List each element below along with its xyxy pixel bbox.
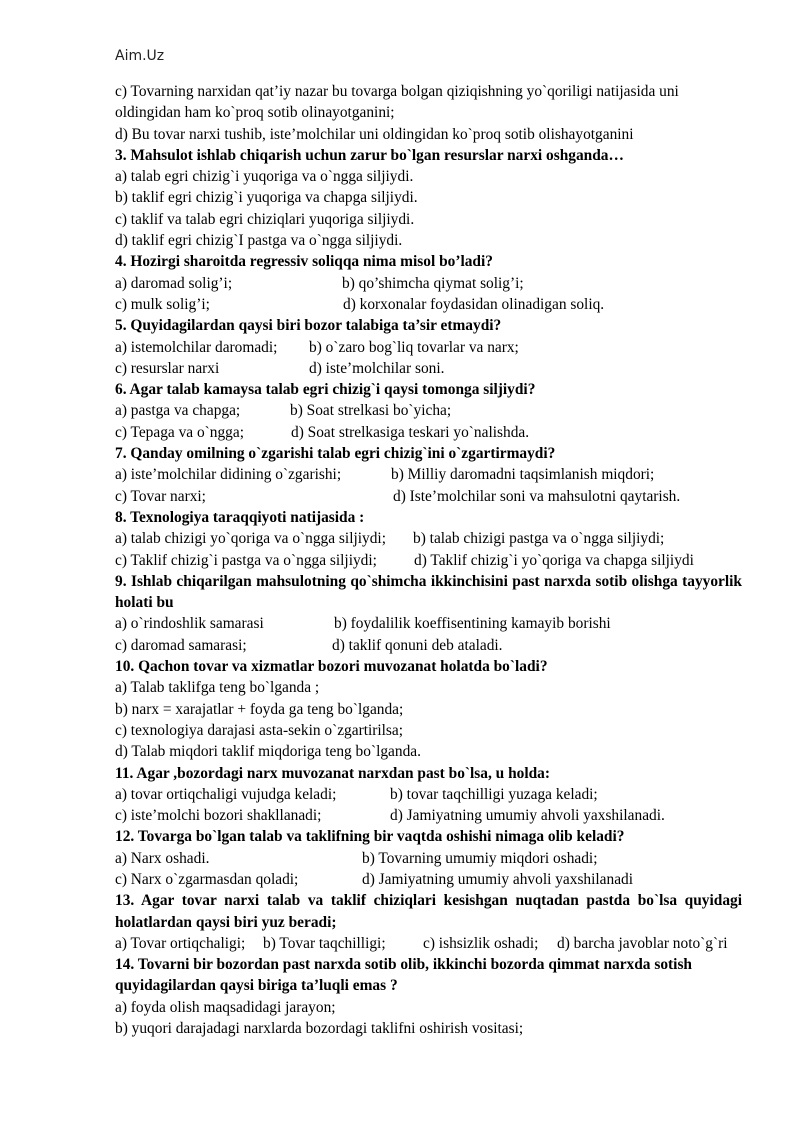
option-row <box>115 613 742 634</box>
option: c) iste’molchi bozori shakllanadi; <box>115 807 322 825</box>
option: a) iste’molchilar didining o`zgarishi; <box>115 466 342 484</box>
option-row <box>115 528 742 549</box>
option: c) Narx o`zgarmasdan qoladi; <box>115 870 299 888</box>
option: a) talab chizigi yo`qoriga va o`ngga siljiydi; <box>115 530 386 548</box>
question-3: 3. Mahsulot ishlab chiqarish uchun zarur bo`lgan resurslar narxi oshganda… <box>115 146 624 164</box>
question-7: 7. Qanday omilning o`zgarishi talab egri chizig`ini o`zgartirmaydi? <box>115 445 556 463</box>
answer-line: c) Tovarning narxidan qat’iy nazar bu tovarga bolgan qiziqishning yo`qoriligi natijasida uni <box>115 83 679 100</box>
option-row <box>115 294 742 315</box>
site-header: Aim.Uz <box>115 48 165 64</box>
question-13: 13. Agar tovar narxi talab va taklif chiziqlari kesishgan nuqtadan pastda bo`lsa quyidagi holatlardan qaysi biri yuz beradi; <box>115 892 742 931</box>
question-4: 4. Hozirgi sharoitda regressiv soliqqa nima misol bo’ladi? <box>115 253 493 271</box>
option: b) talab chizigi pastga va o`ngga siljiydi; <box>413 530 665 548</box>
option: d) taklif qonuni deb ataladi. <box>332 636 503 654</box>
option: a) daromad solig’i; <box>115 274 233 292</box>
option: d) taklif egri chizig`I pastga va o`ngga siljiydi. <box>115 232 403 250</box>
option: b) Tovarning umumiy miqdori oshadi; <box>362 849 598 867</box>
option-row <box>115 848 742 869</box>
option: c) Taklif chizig`i pastga va o`ngga siljiydi; <box>115 551 377 569</box>
option-row <box>115 635 742 656</box>
option: d) Iste’molchilar soni va mahsulotni qaytarish. <box>393 487 681 505</box>
question-8: 8. Texnologiya taraqqiyoti natijasida : <box>115 508 365 526</box>
option-row <box>115 358 742 379</box>
option: a) foyda olish maqsadidagi jarayon; <box>115 998 336 1016</box>
answer-line: d) Bu tovar narxi tushib, iste’molchilar uni oldingidan ko`proq sotib olishayotganini <box>115 125 634 143</box>
option: d) Taklif chizig`i yo`qoriga va chapga siljiydi <box>414 551 694 569</box>
question-9: 9. Ishlab chiqarilgan mahsulotning qo`shimcha ikkinchisini past narxda sotib olishga tayyorlik holati bu <box>115 572 742 612</box>
option: b) Soat strelkasi bo`yicha; <box>290 402 452 420</box>
answer-line: oldingidan ham ko`proq sotib olinayotganini; <box>115 104 395 122</box>
option-row <box>115 550 742 571</box>
option: d) barcha javoblar noto`g`ri <box>557 934 728 952</box>
option-row <box>115 933 742 954</box>
question-10: 10. Qachon tovar va xizmatlar bozori muvozanat holatda bo`ladi? <box>115 658 548 676</box>
question-14: 14. Tovarni bir bozordan past narxda sotib olib, ikkinchi bozorda qimmat narxda sotish quyidagilardan qaysi biriga ta’luqli emas ? <box>115 956 692 995</box>
option: b) narx = xarajatlar + foyda ga teng bo`lganda; <box>115 700 404 718</box>
option-row <box>115 869 742 890</box>
option: c) texnologiya darajasi asta-sekin o`zgartirilsa; <box>115 721 404 739</box>
option-row <box>115 464 742 485</box>
option: b) tovar taqchilligi yuzaga keladi; <box>390 785 598 803</box>
option: b) Tovar taqchilligi; <box>263 934 386 952</box>
option: a) o`rindoshlik samarasi <box>115 615 264 633</box>
option: d) korxonalar foydasidan olinadigan soliq. <box>343 295 605 313</box>
option: b) taklif egri chizig`i yuqoriga va chapga siljiydi. <box>115 189 418 207</box>
option: c) resurslar narxi <box>115 359 220 377</box>
option: c) taklif va talab egri chiziqlari yuqoriga siljiydi. <box>115 210 415 228</box>
option: b) foydalilik koeffisentining kamayib borishi <box>334 615 611 633</box>
question-5: 5. Quyidagilardan qaysi biri bozor talabiga ta’sir etmaydi? <box>115 317 502 335</box>
option: b) o`zaro bog`liq tovarlar va narx; <box>309 338 519 356</box>
option: d) Talab miqdori taklif miqdoriga teng bo`lganda. <box>115 743 421 761</box>
option-row <box>115 422 742 443</box>
option: a) tovar ortiqchaligi vujudga keladi; <box>115 785 337 803</box>
option: a) Narx oshadi. <box>115 849 210 867</box>
question-11: 11. Agar ,bozordagi narx muvozanat narxdan past bo`lsa, u holda: <box>115 764 550 782</box>
option-row <box>115 805 742 826</box>
option-row <box>115 486 742 507</box>
option: c) ishsizlik oshadi; <box>423 934 539 952</box>
option: d) Jamiyatning umumiy ahvoli yaxshilanadi <box>362 870 634 888</box>
option: c) daromad samarasi; <box>115 636 247 654</box>
option: d) Soat strelkasiga teskari yo`nalishda. <box>291 423 530 441</box>
question-6: 6. Agar talab kamaysa talab egri chizig`i qaysi tomonga siljiydi? <box>115 381 536 399</box>
option: a) talab egri chizig`i yuqoriga va o`ngga siljiydi. <box>115 168 414 186</box>
option: b) qo’shimcha qiymat solig’i; <box>342 274 524 292</box>
option: b) yuqori darajadagi narxlarda bozordagi taklifni oshirish vositasi; <box>115 1020 524 1038</box>
option-row <box>115 337 742 358</box>
option-row <box>115 273 742 294</box>
option: d) iste’molchilar soni. <box>309 359 445 377</box>
option: c) Tepaga va o`ngga; <box>115 423 244 441</box>
option: c) mulk solig’i; <box>115 295 210 313</box>
option: a) istemolchilar daromadi; <box>115 338 278 356</box>
option: b) Milliy daromadni taqsimlanish miqdori; <box>391 466 655 484</box>
option: a) Talab taklifga teng bo`lganda ; <box>115 679 320 697</box>
document-body <box>115 81 742 1039</box>
option: d) Jamiyatning umumiy ahvoli yaxshilanadi. <box>390 807 665 825</box>
question-12: 12. Tovarga bo`lgan talab va taklifning bir vaqtda oshishi nimaga olib keladi? <box>115 828 625 846</box>
option-row <box>115 784 742 805</box>
option-row <box>115 400 742 421</box>
option: c) Tovar narxi; <box>115 487 206 505</box>
option: a) Tovar ortiqchaligi; <box>115 934 246 952</box>
option: a) pastga va chapga; <box>115 402 241 420</box>
